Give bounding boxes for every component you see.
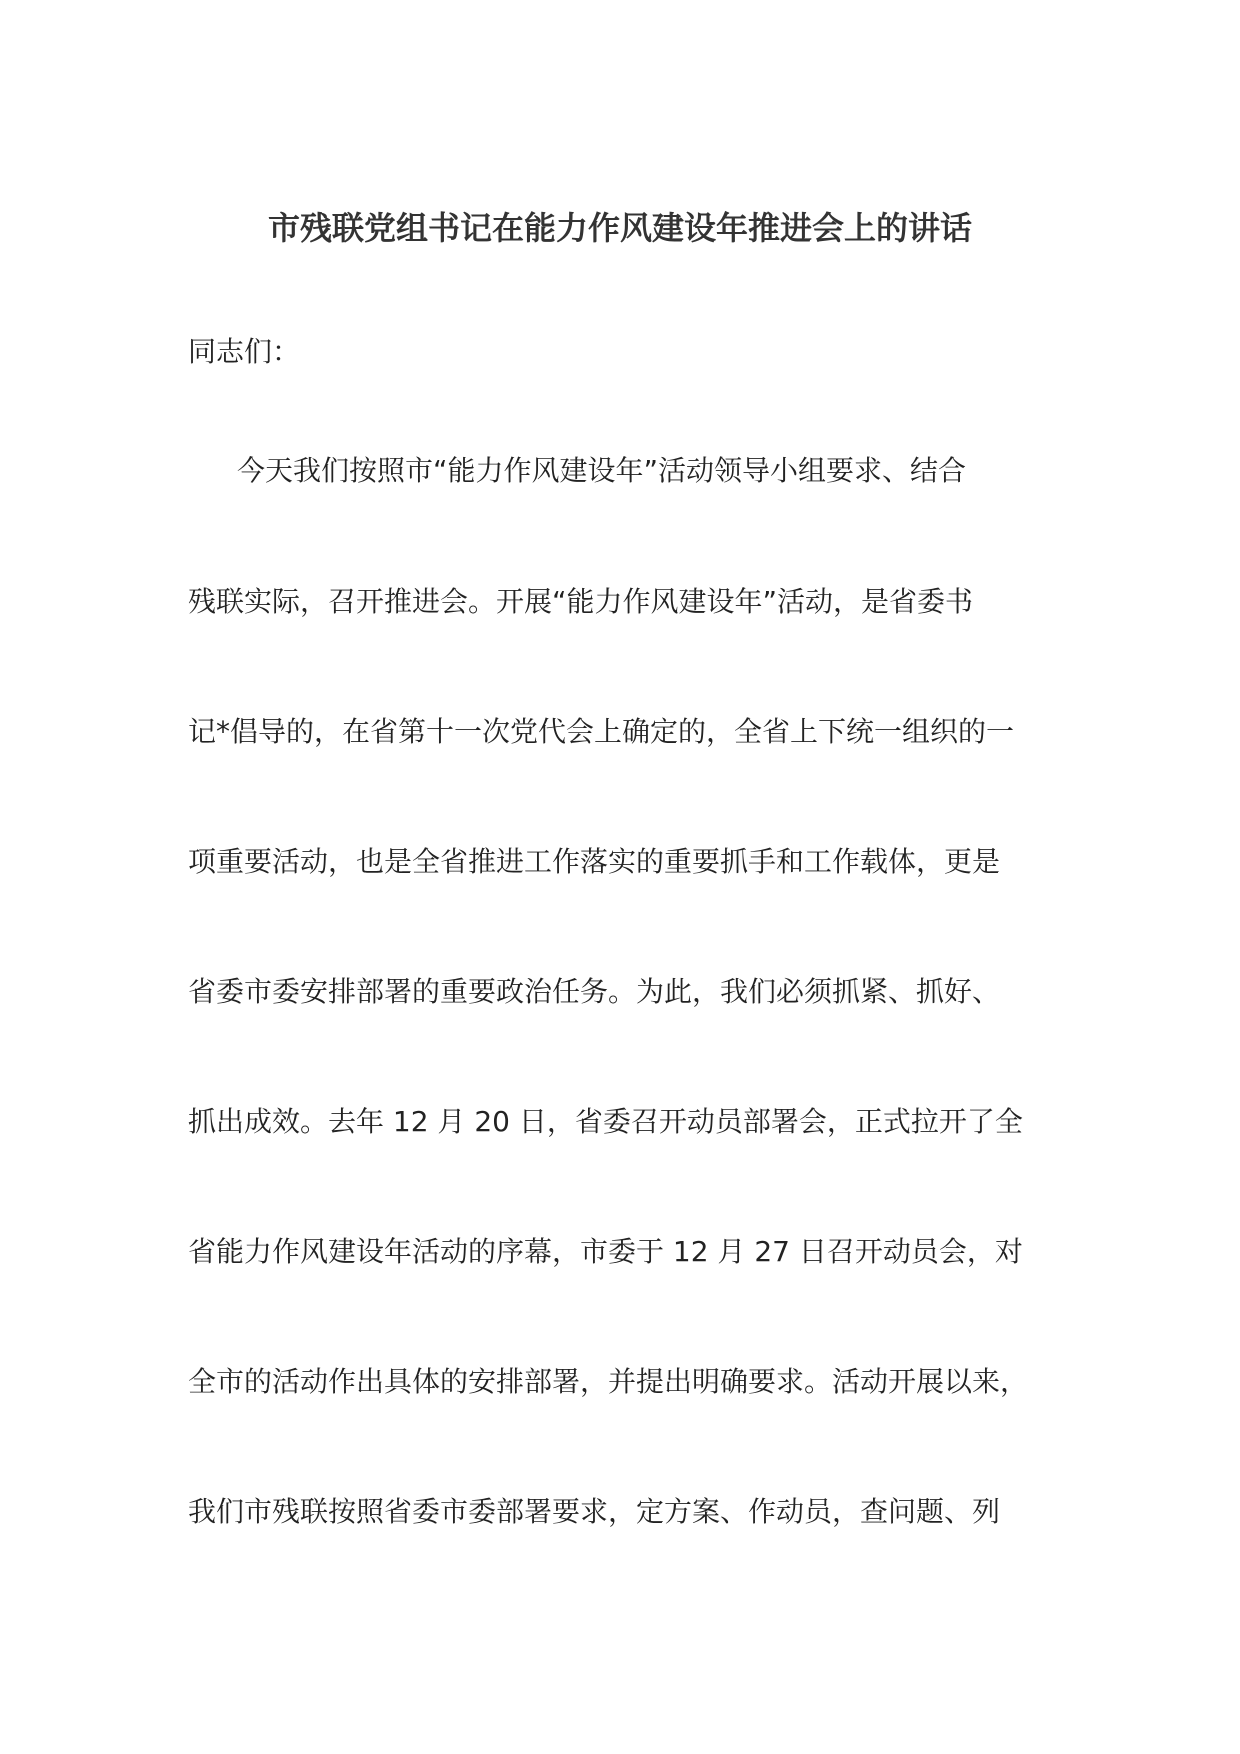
body-line: 抓出成效。去年 12 月 20 日，省委召开动员部署会，正式拉开了全 [188,1105,1023,1138]
body-line: 残联实际，召开推进会。开展“能力作风建设年”活动，是省委书 [188,585,974,618]
body-line: 全市的活动作出具体的安排部署，并提出明确要求。活动开展以来， [188,1365,1029,1398]
body-line: 项重要活动，也是全省推进工作落实的重要抓手和工作载体，更是 [188,845,1001,878]
body-line: 省委市委安排部署的重要政治任务。为此，我们必须抓紧、抓好、 [188,975,1001,1008]
body-line: 记*倡导的，在省第十一次党代会上确定的，全省上下统一组织的一 [188,715,1015,748]
salutation: 同志们： [188,335,301,368]
body-line: 省能力作风建设年活动的序幕，市委于 12 月 27 日召开动员会，对 [188,1235,1023,1268]
body-line: 我们市残联按照省委市委部署要求，定方案、作动员，查问题、列 [188,1495,1001,1528]
body-line: 今天我们按照市“能力作风建设年”活动领导小组要求、结合 [237,454,967,487]
document-title: 市残联党组书记在能力作风建设年推进会上的讲话 [267,209,972,247]
